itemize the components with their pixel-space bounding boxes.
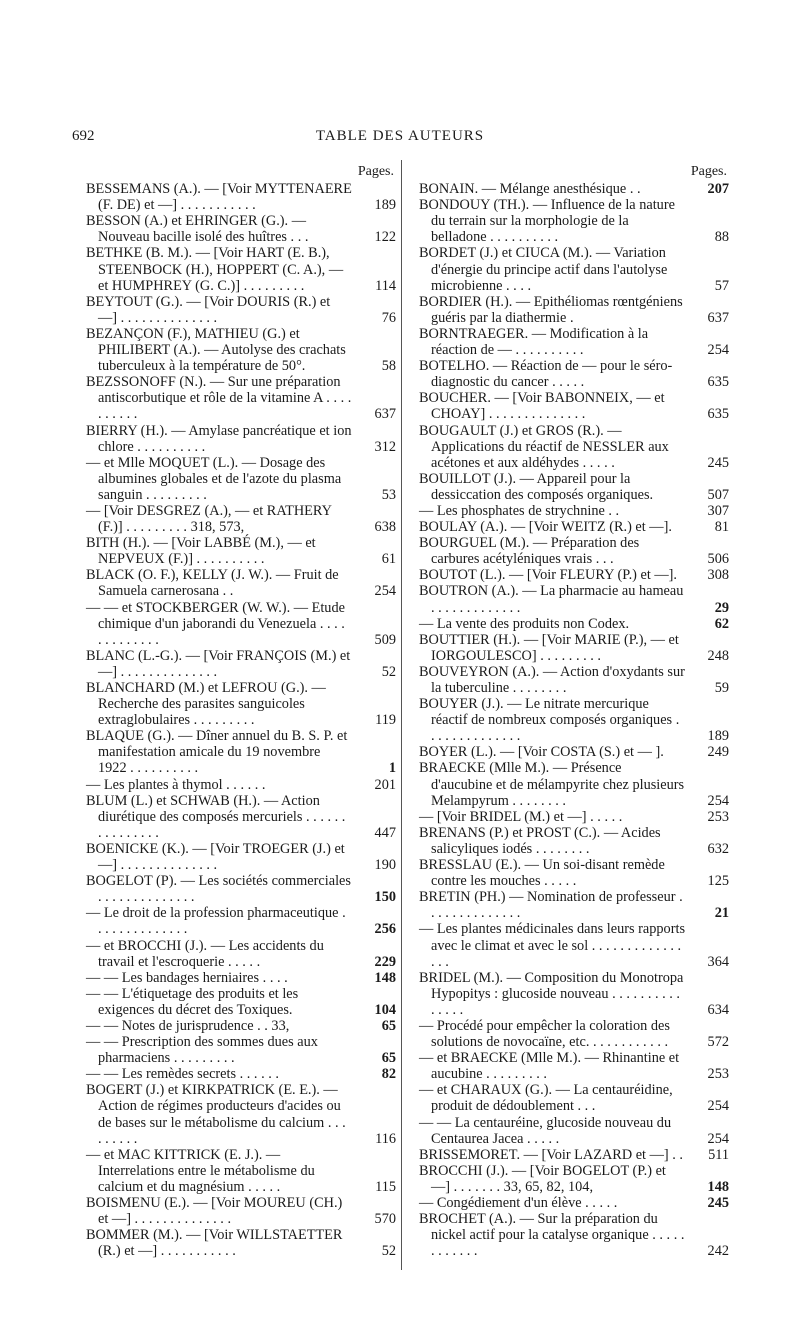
entry-text: BOUTTIER (H.). — [Voir MARIE (P.), — et IORGOULESCO] . . . . . . . . . <box>419 631 679 664</box>
entry-text: BOURGUEL (M.). — Préparation des carbures acétyléniques vrais . . . <box>419 535 640 568</box>
entry-text: — — L'étiquetage des produits et les exigences du décret des Toxiques. <box>86 985 299 1018</box>
page-reference: 76 <box>381 309 396 326</box>
page-reference: 637 <box>374 406 396 423</box>
page-reference: 245 <box>707 454 729 471</box>
index-entry <box>419 519 729 535</box>
page-reference: 148 <box>374 969 396 986</box>
index-entry <box>419 1195 729 1211</box>
page-reference: 57 <box>714 277 729 294</box>
index-entry <box>86 600 396 648</box>
index-entry <box>419 809 729 825</box>
entry-text: — et BRAECKE (Mlle M.). — Rhinantine et aucubine . . . . . . . . . <box>419 1050 680 1083</box>
entry-text: BORNTRAEGER. — Modification à la réaction de — . . . . . . . . . . <box>419 325 649 359</box>
page-reference: 249 <box>707 744 729 761</box>
page-reference: 256 <box>374 921 396 938</box>
page-reference: 253 <box>707 808 729 825</box>
page-reference: 189 <box>707 728 729 745</box>
index-entry <box>419 744 729 760</box>
page-reference: 122 <box>374 229 396 246</box>
index-entry <box>419 535 729 567</box>
index-entry <box>86 648 396 680</box>
index-entry <box>86 1227 396 1259</box>
index-entry <box>86 728 396 776</box>
entry-text: BESSEMANS (A.). — [Voir MYTTENAERE (F. DE) et —] . . . . . . . . . . . <box>86 181 352 214</box>
index-entry <box>419 616 729 632</box>
index-entry <box>86 1066 396 1082</box>
index-entry <box>86 213 396 245</box>
entry-text: BONAIN. — Mélange anesthésique . . <box>419 181 641 198</box>
page-reference: 447 <box>374 824 396 841</box>
entry-text: — — Les bandages herniaires . . . . <box>86 969 288 986</box>
entry-text: BROCHET (A.). — Sur la préparation du nickel actif pour la catalyse organique . . . . . . . . . . . . <box>419 1211 685 1260</box>
page-reference: 635 <box>707 374 729 391</box>
entry-text: BOUYER (J.). — Le nitrate mercurique réactif de nombreux composés organiques . . . . . . . . . . . . . . <box>419 696 680 745</box>
entry-list <box>419 181 729 1259</box>
index-entry <box>419 1147 729 1163</box>
page-reference: 308 <box>707 567 729 584</box>
index-entry <box>419 696 729 744</box>
entry-text: BLUM (L.) et SCHWAB (H.). — Action diurétique des composés mercuriels . . . . . . . . . . . . . . . <box>86 792 346 841</box>
entry-text: — — Notes de jurisprudence . . 33, <box>86 1017 290 1034</box>
page-reference: 104 <box>374 1001 396 1018</box>
page-reference: 190 <box>374 857 396 874</box>
index-entry <box>86 1018 396 1034</box>
page-reference: 637 <box>707 309 729 326</box>
running-title: TABLE DES AUTEURS <box>315 128 485 144</box>
left-column <box>86 164 396 1259</box>
entry-list <box>86 181 396 1259</box>
index-entry <box>86 567 396 599</box>
page-reference: 242 <box>707 1243 729 1260</box>
page-reference: 116 <box>375 1130 396 1147</box>
entry-text: BOUTRON (A.). — La pharmacie au hameau . . . . . . . . . . . . . <box>419 583 684 616</box>
index-entry <box>86 793 396 841</box>
page-reference: 1 <box>388 760 396 777</box>
index-entry <box>86 841 396 873</box>
page-reference: 62 <box>714 615 729 632</box>
index-entry <box>419 423 729 471</box>
page-reference: 312 <box>374 438 396 455</box>
index-entry <box>419 921 729 969</box>
index-entry <box>86 503 396 535</box>
page-reference: 29 <box>714 599 729 616</box>
entry-text: BRENANS (P.) et PROST (C.). — Acides salicyliques iodés . . . . . . . . <box>419 824 661 857</box>
page-reference: 82 <box>381 1066 396 1083</box>
page-reference: 148 <box>707 1178 729 1195</box>
page-reference: 507 <box>707 486 729 503</box>
entry-text: BRISSEMORET. — [Voir LAZARD et —] . . <box>419 1146 683 1163</box>
index-entry <box>86 535 396 567</box>
page-reference: 65 <box>381 1017 396 1034</box>
page-reference: 58 <box>381 358 396 375</box>
index-entry <box>86 970 396 986</box>
entry-text: — Les plantes à thymol . . . . . . <box>86 776 266 793</box>
page-reference: 81 <box>714 519 729 536</box>
page-reference: 125 <box>707 873 729 890</box>
entry-text: BOUILLOT (J.). — Appareil pour la dessiccation des composés organiques. <box>419 470 654 503</box>
page-reference: 253 <box>707 1066 729 1083</box>
entry-text: BOMMER (M.). — [Voir WILLSTAETTER (R.) et —] . . . . . . . . . . . <box>86 1227 343 1260</box>
index-entry <box>419 294 729 326</box>
index-entry <box>419 471 729 503</box>
index-entry <box>86 905 396 937</box>
entry-text: BETHKE (B. M.). — [Voir HART (E. B.), STEENBOCK (H.), HOPPERT (C. A.), — et HUMPHREY (G. C.)] . . . . . . . . . <box>86 245 344 294</box>
entry-text: BITH (H.). — [Voir LABBÉ (M.), — et NEPVEUX (F.)] . . . . . . . . . . <box>86 535 316 568</box>
entry-text: — La vente des produits non Codex. <box>419 615 630 632</box>
index-entry <box>86 1195 396 1227</box>
entry-text: BOGERT (J.) et KIRKPATRICK (E. E.). — Action de régimes producteurs d'acides ou de bases sur le métabolisme du calcium . . . . . . . . . <box>86 1082 346 1147</box>
entry-text: — [Voir BRIDEL (M.) et —] . . . . . <box>419 808 623 825</box>
entry-text: BRAECKE (Mlle M.). — Présence d'aucubine et de mélampyrite chez plusieurs Melampyrum . . . . . . . . <box>419 760 685 809</box>
page-reference: 59 <box>714 680 729 696</box>
entry-text: — — et STOCKBERGER (W. W.). — Etude chimique d'un jaborandi du Venezuela . . . . . . . . . . . . . <box>86 599 345 648</box>
entry-text: — [Voir DESGREZ (A.), — et RATHERY (F.)] . . . . . . . . . 318, 573, <box>86 502 332 536</box>
index-entry <box>419 390 729 422</box>
column-divider <box>401 160 402 1270</box>
entry-text: — et CHARAUX (G.). — La centauréidine, produit de dédoublement . . . <box>419 1082 673 1115</box>
index-entry <box>419 889 729 921</box>
entry-text: BOUTOT (L.). — [Voir FLEURY (P.) et —]. <box>419 567 677 584</box>
page-reference: 506 <box>707 551 729 568</box>
entry-text: — Le droit de la profession pharmaceutique . . . . . . . . . . . . . . <box>86 905 346 938</box>
page-reference: 229 <box>374 953 396 970</box>
index-entry <box>86 1034 396 1066</box>
entry-text: BOTELHO. — Réaction de — pour le séro-diagnostic du cancer . . . . . <box>419 358 673 391</box>
entry-text: BOGELOT (P). — Les sociétés commerciales . . . . . . . . . . . . . . <box>86 873 351 906</box>
entry-text: BOENICKE (K.). — [Voir TROEGER (J.) et —] . . . . . . . . . . . . . . <box>86 840 345 874</box>
entry-text: BEZANÇON (F.), MATHIEU (G.) et PHILIBERT (A.). — Autolyse des crachats tuberculeux à la température de 50°. <box>86 325 346 375</box>
page-reference: 88 <box>714 229 729 246</box>
entry-text: BOYER (L.). — [Voir COSTA (S.) et — ]. <box>419 744 664 761</box>
index-entry <box>86 455 396 503</box>
index-entry <box>86 294 396 326</box>
page-reference: 634 <box>707 1001 729 1018</box>
entry-text: BEZSSONOFF (N.). — Sur une préparation antiscorbutique et rôle de la vitamine A . . . . . . . . . . <box>86 374 352 423</box>
index-entry <box>419 1163 729 1195</box>
page-reference: 207 <box>707 181 729 198</box>
index-entry <box>419 857 729 889</box>
entry-text: — — Prescription des sommes dues aux pharmaciens . . . . . . . . . <box>86 1034 318 1067</box>
page-number: 692 <box>72 128 95 144</box>
page-reference: 114 <box>375 277 396 294</box>
page-reference: 52 <box>381 1243 396 1260</box>
entry-text: — Les plantes médicinales dans leurs rapports avec le climat et avec le sol . . . . . . . . . . . . . . . . <box>419 921 686 970</box>
page-reference: 254 <box>707 1098 729 1115</box>
index-entry <box>419 197 729 245</box>
entry-text: BLACK (O. F.), KELLY (J. W.). — Fruit de Samuela carnerosana . . <box>86 567 339 600</box>
index-entry <box>419 1115 729 1147</box>
page-reference: 248 <box>707 647 729 664</box>
index-entry <box>86 423 396 455</box>
page-reference: 189 <box>374 197 396 214</box>
index-entry <box>419 181 729 197</box>
page-reference: 53 <box>381 486 396 503</box>
page-reference: 570 <box>374 1211 396 1228</box>
entry-text: — — Les remèdes secrets . . . . . . <box>86 1066 279 1083</box>
entry-text: — Congédiement d'un élève . . . . . <box>419 1195 618 1211</box>
entry-text: BONDOUY (TH.). — Influence de la nature du terrain sur la morphologie de la belladone . . . . . . . . . . <box>419 197 675 246</box>
index-entry <box>86 938 396 970</box>
entry-text: BOULAY (A.). — [Voir WEITZ (R.) et —]. <box>419 519 672 536</box>
page-reference: 245 <box>707 1195 729 1211</box>
index-entry <box>419 760 729 808</box>
index-entry <box>86 1147 396 1195</box>
page-reference: 511 <box>708 1146 729 1163</box>
pages-heading: Pages. <box>357 164 394 179</box>
index-entry <box>419 970 729 1018</box>
entry-text: — et BROCCHI (J.). — Les accidents du travail et l'escroquerie . . . . . <box>86 937 324 970</box>
entry-text: BRIDEL (M.). — Composition du Monotropa Hypopitys : glucoside nouveau . . . . . . . . . . . . . . . <box>419 969 684 1018</box>
entry-text: BRETIN (PH.) — Nomination de professeur . . . . . . . . . . . . . . <box>419 889 683 922</box>
entry-text: BORDIER (H.). — Epithéliomas rœntgéniens guéris par la diathermie . <box>419 293 683 326</box>
index-entry <box>419 825 729 857</box>
index-entry <box>86 245 396 293</box>
entry-text: BLAQUE (G.). — Dîner annuel du B. S. P. et manifestation amicale du 19 novembre 1922 . . . . . . . . . . <box>86 728 348 777</box>
entry-text: — et MAC KITTRICK (E. J.). — Interrelations entre le métabolisme du calcium et du magnésium . . . . . <box>86 1146 315 1195</box>
index-entry <box>419 326 729 358</box>
entry-text: BOUCHER. — [Voir BABONNEIX, — et CHOAY] . . . . . . . . . . . . . . <box>419 390 665 423</box>
page-reference: 115 <box>375 1178 396 1195</box>
index-entry <box>419 567 729 583</box>
entry-text: — Procédé pour empêcher la coloration des solutions de novocaïne, etc. . . . . . . . . . . . <box>419 1017 670 1051</box>
entry-text: BOUVEYRON (A.). — Action d'oxydants sur la tuberculine . . . . . . . . <box>419 663 685 696</box>
page-reference: 52 <box>381 663 396 680</box>
entry-text: BRESSLAU (E.). — Un soi-disant remède contre les mouches . . . . . <box>419 857 665 890</box>
index-entry <box>419 1050 729 1082</box>
entry-text: BLANC (L.-G.). — [Voir FRANÇOIS (M.) et —] . . . . . . . . . . . . . . <box>86 647 351 680</box>
index-entry <box>86 326 396 374</box>
index-entry <box>86 181 396 213</box>
index-entry <box>419 1018 729 1050</box>
page-reference: 65 <box>381 1050 396 1067</box>
index-entry <box>86 873 396 905</box>
entry-text: — — La centauréine, glucoside nouveau du Centaurea Jacea . . . . . <box>419 1114 672 1147</box>
page-reference: 307 <box>707 502 729 519</box>
page-reference: 572 <box>707 1034 729 1051</box>
entry-text: BOISMENU (E.). — [Voir MOUREU (CH.) et —] . . . . . . . . . . . . . . <box>86 1195 343 1228</box>
page-reference: 635 <box>707 406 729 423</box>
index-entry <box>419 583 729 615</box>
entry-text: BIERRY (H.). — Amylase pancréatique et ion chlore . . . . . . . . . . <box>86 422 352 455</box>
page-reference: 364 <box>707 953 729 970</box>
entry-text: BESSON (A.) et EHRINGER (G.). — Nouveau bacille isolé des huîtres . . . <box>86 213 309 246</box>
page-reference: 638 <box>374 519 396 536</box>
index-entry <box>419 245 729 293</box>
page-reference: 119 <box>375 712 396 729</box>
page-reference: 61 <box>381 551 396 568</box>
page-reference: 254 <box>707 342 729 359</box>
entry-text: BLANCHARD (M.) et LEFROU (G.). — Recherche des parasites sanguicoles extraglobulaires . . . . . . . . . <box>86 680 326 729</box>
index-entry <box>419 358 729 390</box>
entry-text: — Les phosphates de strychnine . . <box>419 502 620 519</box>
page-reference: 150 <box>374 889 396 906</box>
index-entry <box>419 1211 729 1259</box>
index-entry <box>86 374 396 422</box>
page-reference: 254 <box>707 1130 729 1147</box>
entry-text: BROCCHI (J.). — [Voir BOGELOT (P.) et —] . . . . . . . 33, 65, 82, 104, <box>419 1162 666 1195</box>
entry-text: — et Mlle MOQUET (L.). — Dosage des albumines globales et de l'azote du plasma sanguin . . . . . . . . . <box>86 454 342 503</box>
index-entry <box>419 632 729 664</box>
page-reference: 509 <box>374 631 396 648</box>
page-reference: 254 <box>374 583 396 600</box>
entry-text: BORDET (J.) et CIUCA (M.). — Variation d'énergie du principe actif dans l'autolyse microbienne . . . . <box>419 245 668 294</box>
index-entry <box>419 1082 729 1114</box>
right-column <box>419 164 729 1259</box>
index-entry <box>419 664 729 696</box>
entry-text: BEYTOUT (G.). — [Voir DOURIS (R.) et —] . . . . . . . . . . . . . . <box>86 293 331 326</box>
pages-heading: Pages. <box>690 164 727 179</box>
index-entry <box>86 777 396 793</box>
page-reference: 632 <box>707 840 729 857</box>
index-entry <box>419 503 729 519</box>
index-entry <box>86 986 396 1018</box>
index-entry <box>86 1082 396 1146</box>
entry-text: BOUGAULT (J.) et GROS (R.). — Applications du réactif de NESSLER aux acétones et aux aldéhydes . . . . . <box>419 422 669 471</box>
index-entry <box>86 680 396 728</box>
page-reference: 254 <box>707 792 729 809</box>
page-reference: 21 <box>714 905 729 922</box>
page-reference: 201 <box>374 776 396 793</box>
